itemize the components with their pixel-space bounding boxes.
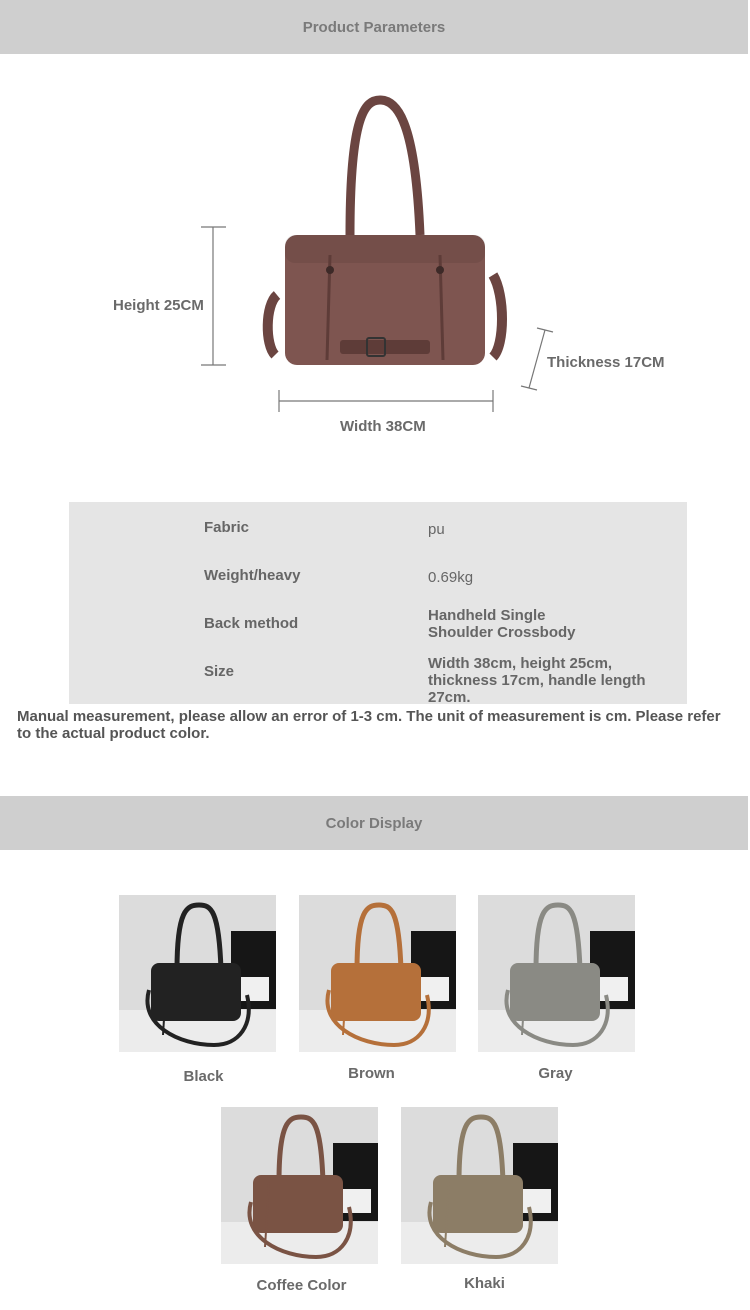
color-label: Black <box>183 1068 224 1085</box>
color-swatch-brown[interactable] <box>299 895 456 1052</box>
color-label: Khaki <box>464 1275 505 1292</box>
height-label: Height 25CM <box>113 297 204 314</box>
color-label: Coffee Color <box>256 1277 347 1294</box>
color-display-header <box>0 796 748 850</box>
spec-key: Back method <box>204 615 299 632</box>
color-label: Brown <box>348 1065 395 1082</box>
spec-value: 0.69kg <box>428 569 474 586</box>
section-title: Color Display <box>325 814 423 832</box>
width-label: Width 38CM <box>340 418 426 435</box>
color-swatch-black[interactable] <box>119 895 276 1052</box>
spec-value: pu <box>428 521 445 538</box>
hero-bag-image <box>255 95 515 375</box>
color-label: Gray <box>538 1065 573 1082</box>
section-title: Product Parameters <box>302 18 446 36</box>
spec-value: Handheld Single Shoulder Crossbody <box>428 607 576 641</box>
color-swatch-coffee[interactable] <box>221 1107 378 1264</box>
spec-table <box>69 502 687 704</box>
measurement-note: Manual measurement, please allow an error of 1-3 cm. The unit of measurement is cm. Please refer to the actual product color. <box>17 708 721 742</box>
spec-key: Size <box>204 663 235 680</box>
color-swatch-gray[interactable] <box>478 895 635 1052</box>
spec-key: Weight/heavy <box>204 567 301 584</box>
color-swatch-khaki[interactable] <box>401 1107 558 1264</box>
spec-value: Width 38cm, height 25cm, thickness 17cm, handle length 27cm. <box>428 655 646 706</box>
thickness-label: Thickness 17CM <box>547 354 665 371</box>
spec-key: Fabric <box>204 519 250 536</box>
product-parameters-header <box>0 0 748 54</box>
